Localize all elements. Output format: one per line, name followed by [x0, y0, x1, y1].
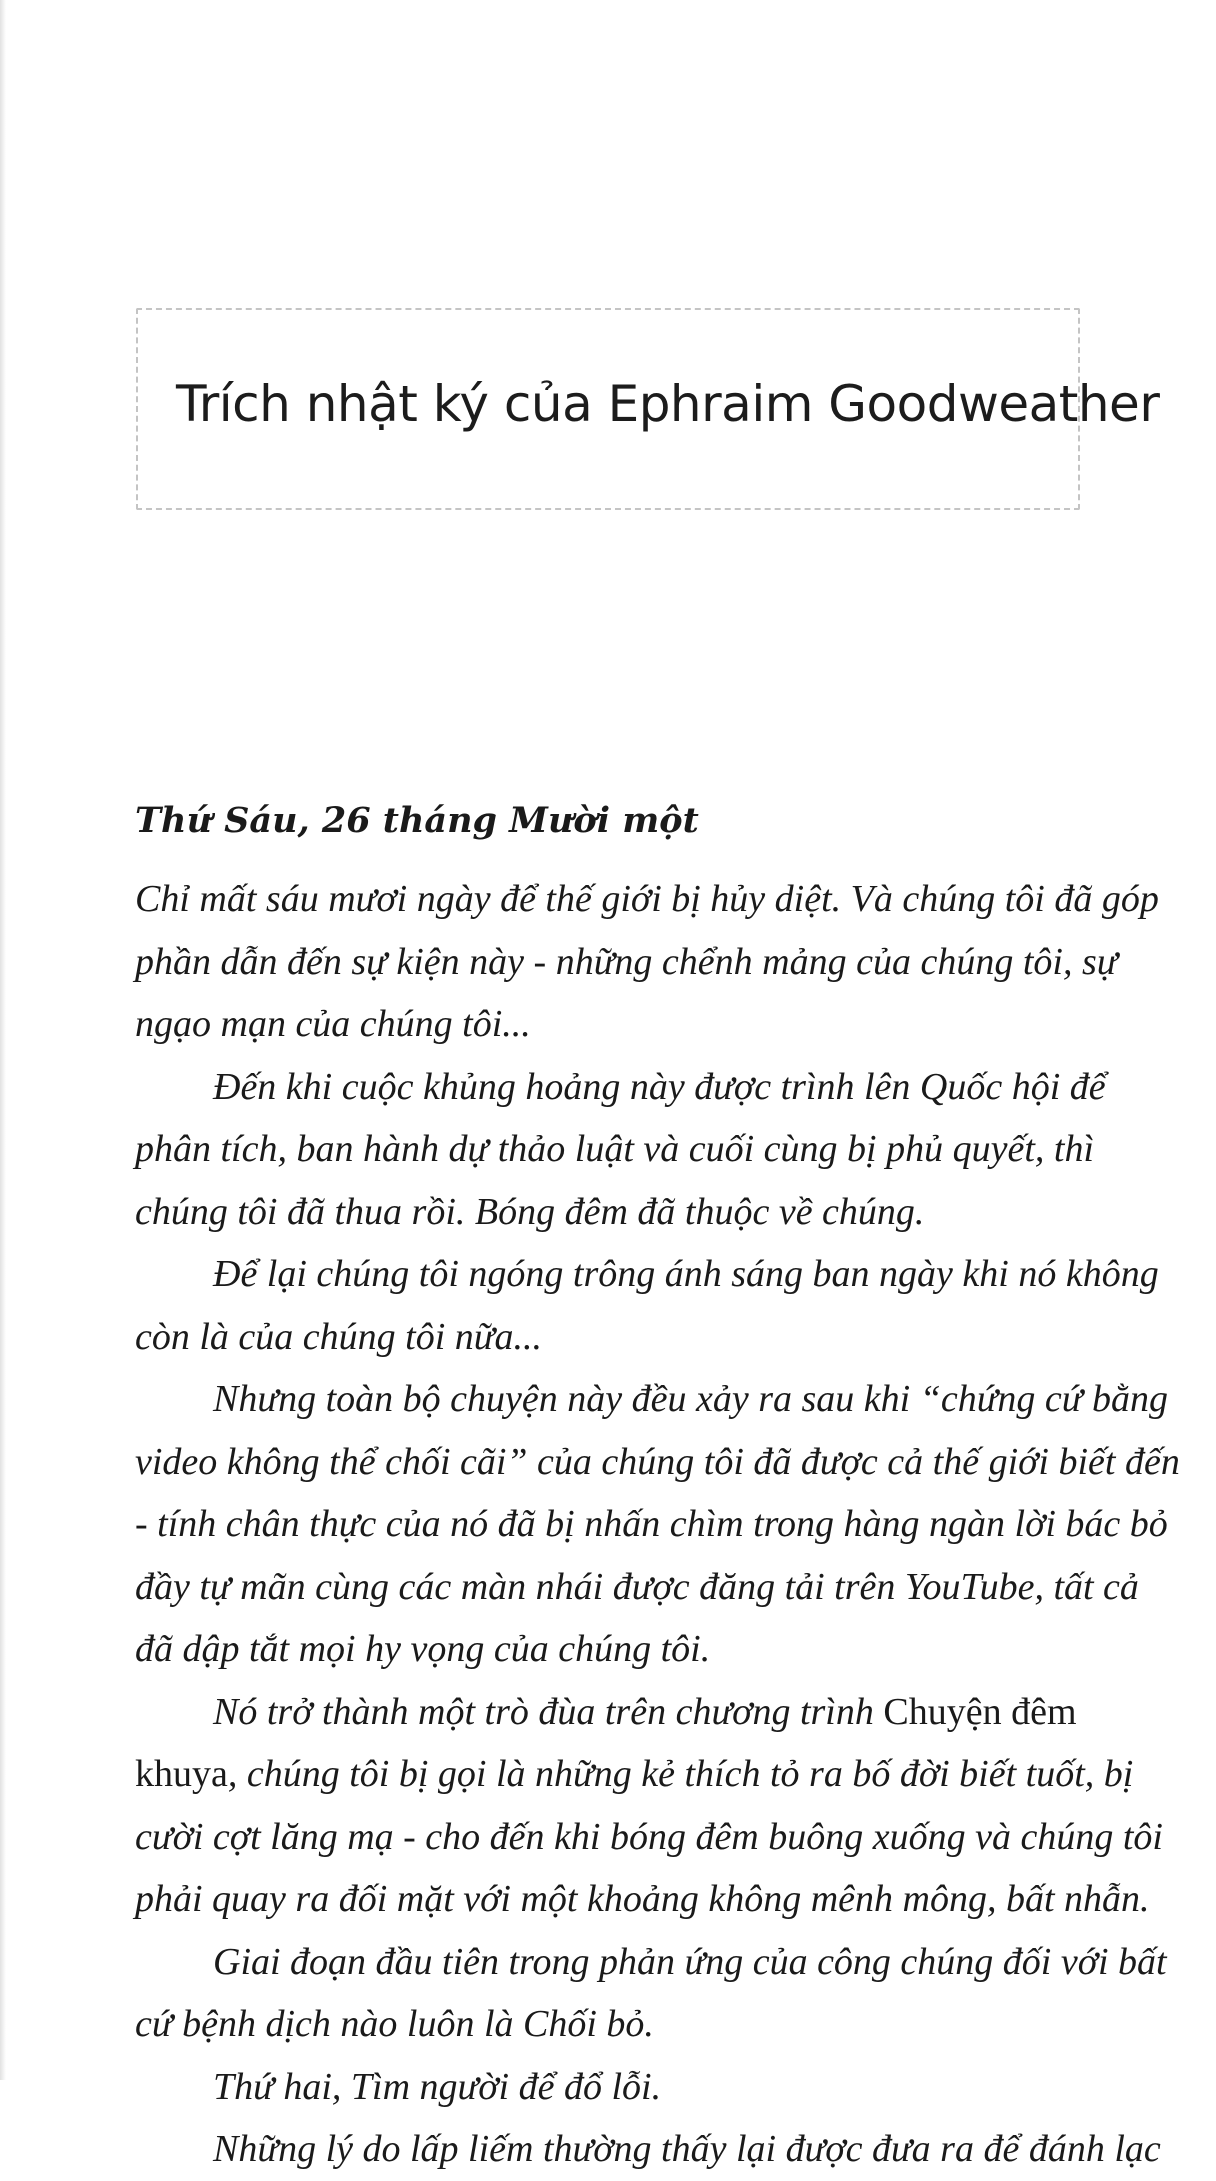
text-line: Nhưng toàn bộ chuyện này đều xảy ra sau khi “chứng cứ bằng	[213, 1378, 1169, 1420]
text-line: - tính chân thực của nó đã bị nhấn chìm trong hàng ngàn lời bác bỏ	[135, 1503, 1168, 1545]
text-line: Đến khi cuộc khủng hoảng này được trình lên Quốc hội để	[213, 1065, 1106, 1108]
text-line: cười cợt lăng mạ - cho đến khi bóng đêm buông xuống và chúng tôi	[135, 1815, 1163, 1858]
text-line: ngạo mạn của chúng tôi...	[135, 1003, 531, 1045]
paragraph-6	[135, 1931, 1167, 2056]
text-line: phần dẫn đến sự kiện này - những chểnh mảng của chúng tôi, sự	[135, 940, 1118, 983]
text-line: phải quay ra đối mặt với một khoảng không mênh mông, bất nhẫn.	[135, 1878, 1150, 1920]
text-line: phân tích, ban hành dự thảo luật và cuối cùng bị phủ quyết, thì	[135, 1128, 1094, 1170]
text-line: Chỉ mất sáu mươi ngày để thế giới bị hủy diệt. Và chúng tôi đã góp	[135, 878, 1159, 920]
text-line: đầy tự mãn cùng các màn nhái được đăng tải trên YouTube, tất cả	[135, 1565, 1139, 1608]
text-line: Giai đoạn đầu tiên trong phản ứng của công chúng đối với bất	[213, 1940, 1167, 1983]
show-name-end: khuya	[135, 1753, 228, 1795]
paragraph-1	[135, 868, 1159, 1056]
entry-body	[135, 868, 1180, 2181]
text-line: đã dập tắt mọi hy vọng của chúng tôi.	[135, 1628, 711, 1670]
text-fragment: Nó trở thành một trò đùa trên chương trình	[213, 1690, 884, 1733]
paragraph-3	[135, 1243, 1159, 1368]
text-fragment: , chúng tôi bị gọi là những kẻ thích tỏ ra bố đời biết tuốt, bị	[227, 1753, 1134, 1795]
paragraph-7	[135, 2056, 1095, 2119]
text-line: còn là của chúng tôi nữa...	[135, 1315, 542, 1358]
chapter-title: Trích nhật ký của Ephraim Goodweather	[176, 375, 1160, 433]
text-line: chúng tôi đã thua rồi. Bóng đêm đã thuộc về chúng.	[135, 1190, 925, 1233]
text-line: video không thể chối cãi” của chúng tôi đã được cả thế giới biết đến	[135, 1440, 1180, 1483]
paragraph-4	[135, 1368, 1180, 1681]
entry-date: Thứ Sáu, 26 tháng Mười một	[135, 800, 699, 841]
paragraph-5	[135, 1681, 1163, 1931]
text-line	[135, 1681, 1095, 1744]
text-line: cứ bệnh dịch nào luôn là Chối bỏ.	[135, 2003, 654, 2045]
text-line: Những lý do lấp liếm thường thấy lại được đưa ra để đánh lạc	[213, 2128, 1161, 2170]
page-edge	[0, 0, 6, 2080]
show-name: Chuyện đêm	[883, 1690, 1077, 1733]
paragraph-2	[135, 1056, 1106, 1244]
paragraph-8	[135, 2118, 1161, 2181]
text-line	[135, 1743, 1134, 1806]
text-line: Để lại chúng tôi ngóng trông ánh sáng ban ngày khi nó không	[213, 1253, 1159, 1295]
text-line: Thứ hai, Tìm người để đổ lỗi.	[213, 2065, 662, 2108]
